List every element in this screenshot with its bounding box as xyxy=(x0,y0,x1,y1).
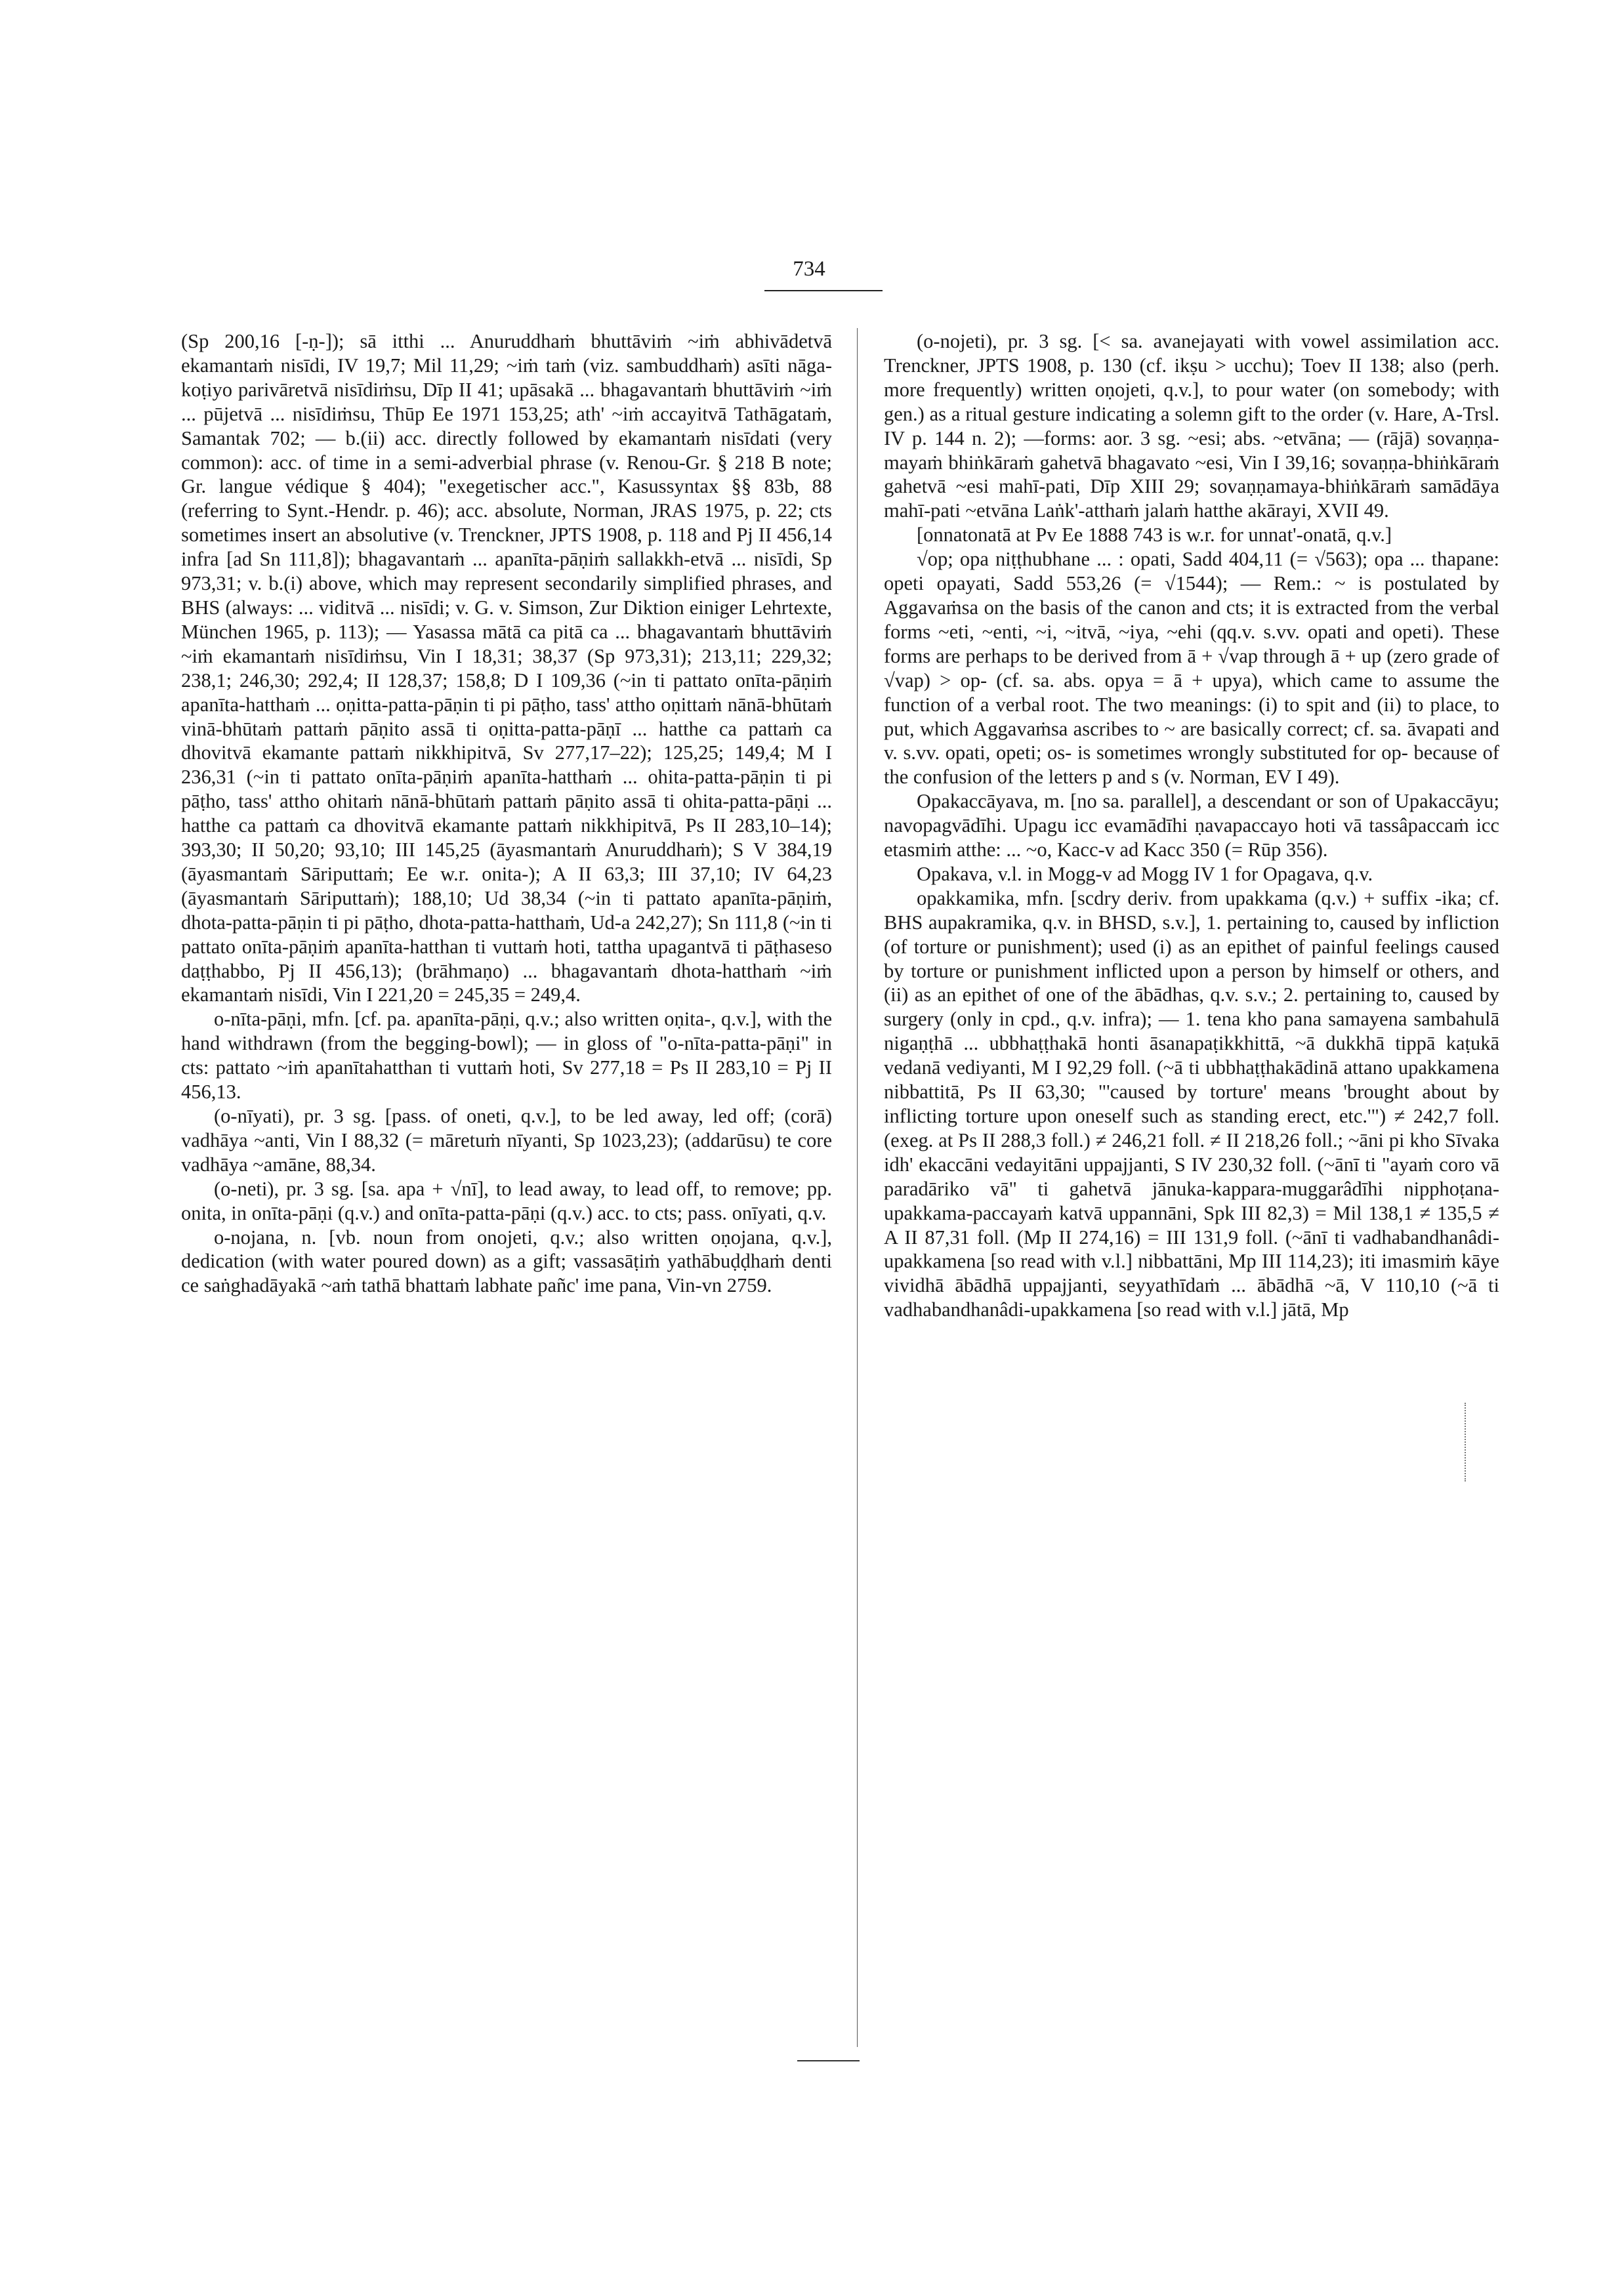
page-number: 734 xyxy=(793,257,825,281)
entry-opakava: Opakava, v.l. in Mogg-v ad Mogg IV 1 for Opagava, q.v. xyxy=(917,862,1373,885)
right-column xyxy=(884,329,1499,1322)
entry-o-nita-pani: o-nīta-pāṇi, mfn. [cf. pa. apanīta-pāṇi, q.v.; also written oṇita-, q.v.], with the hand withdrawn (from the begging-bowl); — in gloss of "o-nīta-patta-pāṇi" in cts: pattato ~iṁ apanītahatthan ti vuttaṁ hoti, Sv 277,18 = Ps II 283,10 = Pj II 456,13. xyxy=(181,1008,832,1104)
entry-onnatonata: [onnatonatā at Pv Ee 1888 743 is w.r. for unnat'-onatā, q.v.] xyxy=(917,524,1392,547)
column-divider xyxy=(857,328,858,2047)
entry-opakkamika: opakkamika, mfn. [scdry deriv. from upakkama (q.v.) + suffix -ika; cf. BHS aupakramika, q.v. in BHSD, s.v.], 1. pertaining to, caused by infliction (of torture or punishment); used (i) as an epithet of painful feelings caused by torture or punishment inflicted upon a person by himself or others, and (ii) as an epithet of one of the ābādhas, q.v. s.v.; 2. pertaining to, caused by surgery (only in cpd., q.v. infra); — 1. tena kho pana samayena sambahulā nigaṇṭhā ... ubbhaṭṭhakā honti āsanapaṭikkhittā, ~ā dukkhā tippā kaṭukā vedanā vediyanti, M I 92,29 foll. (~ā ti ubbhaṭṭhakādinā attano upakkamena nibbattitā, Ps II 63,30; "'caused by torture' means 'brought about by inflicting torture upon oneself such as standing erect, etc.'") ≠ 242,7 foll. (exeg. at Ps II 288,3 foll.) ≠ 246,21 foll. ≠ II 218,26 foll.; ~āni pi kho Sīvaka idh' ekaccāni vedayitāni uppajjanti, S IV 230,32 foll. (~ānī ti "ayaṁ coro vā paradāriko vā" ti gahetvā jānuka-kappara-muggarâdīhi nipphoṭana-upakkama-paccayaṁ katvā uppannāni, Spk III 82,3) = Mil 138,1 ≠ 135,5 ≠ A II 87,31 foll. (Mp II 274,16) = III 131,9 foll. (~ānī ti vadhabandhanâdi-upakkamena [so read with v.l.] nibbattāni, Mp III 114,23); iti imasmiṁ kāye vividhā ābādhā uppajjanti, seyyathīdaṁ ... ābādhā ~ā, V 110,10 (~ā ti vadhabandhanâdi-upakkamena [so read with v.l.] jātā, Mp xyxy=(884,886,1499,1321)
page-number-rule xyxy=(764,290,883,291)
margin-mark xyxy=(1465,1403,1466,1481)
left-column xyxy=(181,329,832,1298)
entry-continuation: (Sp 200,16 [-ṇ-]); sā itthi ... Anuruddhaṁ bhuttāviṁ ~iṁ abhivādetvā ekamantaṁ nisīdi, IV 19,7; Mil 11,29; ~iṁ taṁ (viz. sambuddhaṁ) asīti nāga-koṭiyo parivāretvā nisīdiṁsu, Dīp II 41; upāsakā ... bhagavantaṁ bhuttāviṁ ~iṁ ... pūjetvā ... nisīdiṁsu, Thūp Ee 1971 153,25; ath' ~iṁ accayitvā Tathāgataṁ, Samantak 702; — b.(ii) acc. directly followed by ekamantaṁ nisīdati (very common): acc. of time in a semi-adverbial phrase (v. Renou-Gr. § 218 B note; Gr. langue védique § 404); "exegetischer acc.", Kasussyntax §§ 83b, 88 (referring to Synt.-Hendr. p. 46); acc. absolute, Norman, JRAS 1975, p. 22; cts sometimes insert an absolutive (v. Trenckner, JPTS 1908, p. 118 and Pj II 456,14 infra [ad Sn 111,8]); bhagavantaṁ ... apanīta-pāṇiṁ sallakkh-etvā ... nisīdi, Sp 973,31; v. b.(i) above, which may represent secondarily simplified phrases, and BHS (always: ... viditvā ... nisīdi; v. G. v. Simson, Zur Diktion einiger Lehrtexte, München 1965, p. 113); — Yasassa mātā ca pitā ca ... bhagavantaṁ bhuttāviṁ ~iṁ ekamantaṁ nisīdiṁsu, Vin I 18,31; 38,37 (Sp 973,31); 213,11; 229,32; 238,1; 246,30; 292,4; II 128,37; 158,8; D I 109,36 (~in ti pattato onīta-pāṇiṁ apanīta-hatthaṁ ... oṇitta-patta-pāṇin ti pi pāṭho, tass' attho oṇittaṁ nānā-bhūtaṁ vinā-bhūtaṁ pattaṁ pāṇito assā ti oṇitta-patta-pāṇī ... hatthe ca pattaṁ ca dhovitvā ekamante pattaṁ nikkhipitvā, Sv 277,17–22); 125,25; 149,4; M I 236,31 (~in ti pattato onīta-pāṇiṁ apanīta-hatthaṁ ... ohita-patta-pāṇin ti pi pāṭho, tass' attho ohitaṁ nānā-bhūtaṁ pattaṁ pāṇito assā ti ohita-patta-pāṇi ... hatthe ca pattaṁ ca dhovitvā ekamante pattaṁ nikkhipitvā, Ps II 283,10–14); 393,30; II 50,20; 93,10; III 145,25 (āyasmantaṁ Anuruddhaṁ); S V 384,19 (āyasmantaṁ Sāriputtaṁ; Ee w.r. onita-); A II 63,3; III 37,10; IV 64,23 (āyasmantaṁ Sāriputtaṁ); 188,10; Ud 38,34 (~in ti pattato apanīta-pāṇiṁ, dhota-patta-pāṇin ti pi pāṭho, dhota-patta-hatthaṁ, Ud-a 242,27); Sn 111,8 (~in ti pattato onīta-pāṇiṁ apanīta-hatthan ti vuttaṁ hoti, tattha upagantvā ti pāṭhaseso daṭṭhabbo, Pj II 456,13); (brāhmaṇo) ... bhagavantaṁ dhota-hatthaṁ ~iṁ ekamantaṁ nisīdi, Vin I 221,20 = 245,35 = 249,4. xyxy=(181,330,832,1006)
entry-o-nojeti: (o-nojeti), pr. 3 sg. [< sa. avanejayati with vowel assimilation acc. Trenckner, JPTS 1908, p. 130 (cf. ikṣu > ucchu); Toev II 138; also (perh. more frequently) written oṇojeti, q.v.], to pour water (on somebody; with gen.) as a ritual gesture indicating a solemn gift to the order (v. Hare, A-Trsl. IV p. 144 n. 2); —forms: aor. 3 sg. ~esi; abs. ~etvāna; — (rājā) sovaṇṇa-mayaṁ bhiṅkāraṁ gahetvā bhagavato ~esi, Vin I 39,16; sovaṇṇa-bhiṅkāraṁ gahetvā ~esi mahī-pati, Dīp XIII 29; sovaṇṇamaya-bhiṅkāraṁ samādāya mahī-pati ~etvāna Laṅk'-atthaṁ jalaṁ hatthe akārayi, XVII 49. xyxy=(884,330,1499,522)
entry-opakaccayava: Opakaccāyava, m. [no sa. parallel], a descendant or son of Upakaccāyu; navopagvādīhi. Upagu icc evamādīhi ṇavapaccayo hoti vā tassâpaccaṁ icc etasmiṁ atthe: ... ~o, Kacc-v ad Kacc 350 (= Rūp 356). xyxy=(884,790,1499,861)
entry-o-niyati: (o-nīyati), pr. 3 sg. [pass. of oneti, q.v.], to be led away, led off; (corā) vadhāya ~anti, Vin I 88,32 (= māretuṁ nīyanti, Sp 1023,23); (addarūsu) te core vadhāya ~amāne, 88,34. xyxy=(181,1105,832,1176)
column-end-rule xyxy=(797,2060,860,2061)
entry-o-nojana: o-nojana, n. [vb. noun from onojeti, q.v.; also written oṇojana, q.v.], dedication (with water poured down) as a gift; vassasāṭiṁ yathābuḍḍhaṁ denti ce saṅghadāyakā ~aṁ tathā bhattaṁ labhate pañc' ime pana, Vin-vn 2759. xyxy=(181,1226,832,1297)
entry-root-op: √op; opa niṭṭhubhane ... : opati, Sadd 404,11 (= √563); opa ... thapane: opeti opayati, Sadd 553,26 (= √1544); — Rem.: ~ is postulated by Aggavaṁsa on the basis of the canon and cts; it is extracted from the verbal forms ~eti, ~enti, ~i, ~itvā, ~iya, ~ehi (qq.v. s.vv. opati and opeti). These forms are perhaps to be derived from ā + √vap through ā + up (zero grade of √vap) > op- (cf. sa. abs. opya = ā + upya), which came to assume the function of a verbal root. The two meanings: (i) to spit and (ii) to place, to put, which Aggavaṁsa ascribes to ~ are basically correct; cf. sa. āvapati and v. s.vv. opati, opeti; os- is sometimes wrongly substituted for op- because of the confusion of the letters p and s (v. Norman, EV I 49). xyxy=(884,548,1499,789)
entry-o-neti: (o-neti), pr. 3 sg. [sa. apa + √nī], to lead away, to lead off, to remove; pp. onita, in onīta-pāṇi (q.v.) and onīta-patta-pāṇi (q.v.) acc. to cts; pass. onīyati, q.v. xyxy=(181,1177,832,1224)
